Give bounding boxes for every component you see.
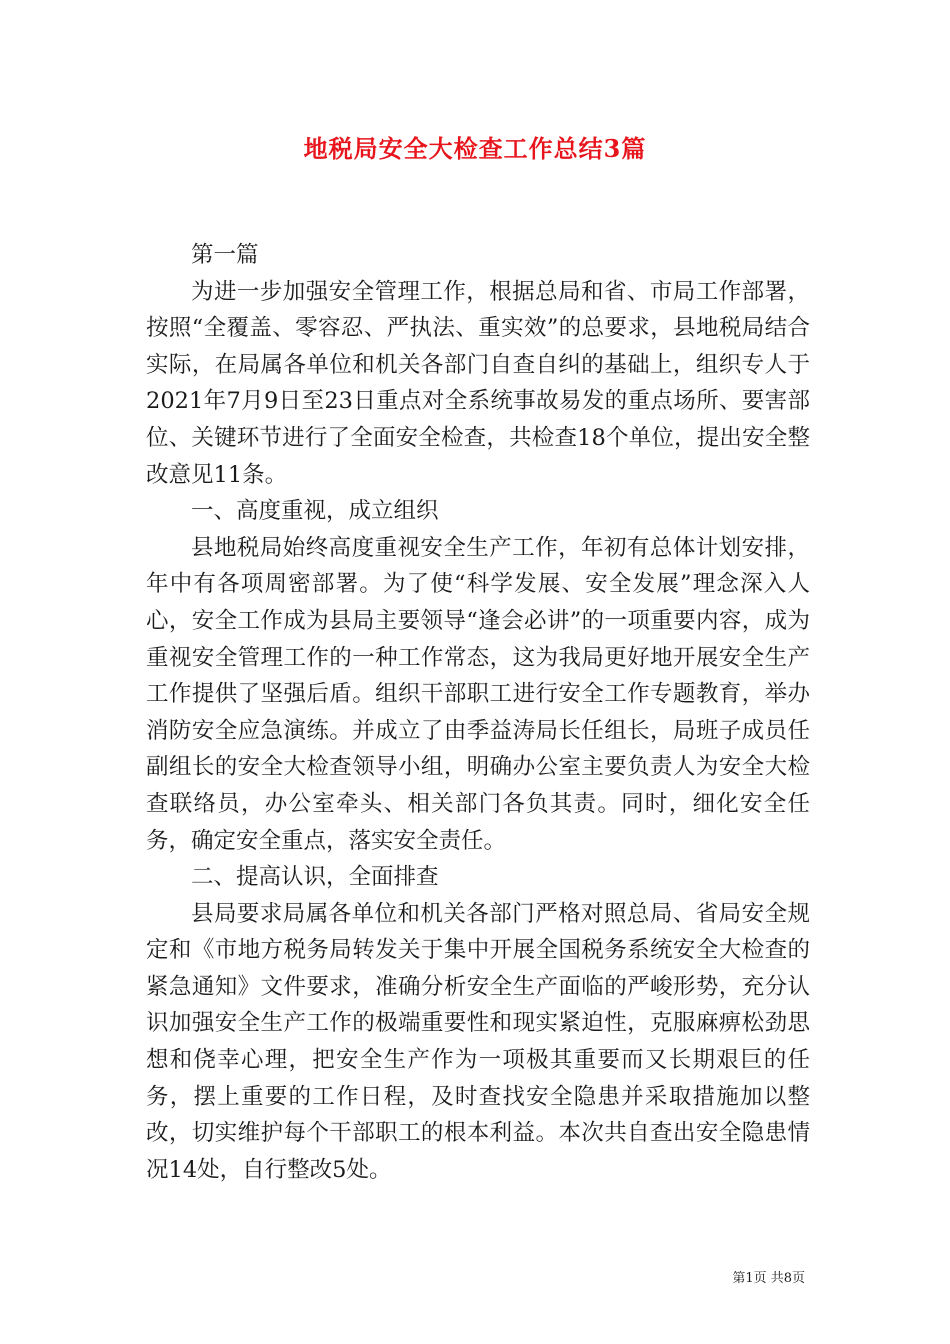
document-title: 地税局安全大检查工作总结3篇 [303, 134, 647, 163]
paragraph-intro: 为进一步加强安全管理工作，根据总局和省、市局工作部署，按照“全覆盖、零容忍、严执法、重实效”的总要求，县地税局结合实际，在局属各单位和机关各部门自查自纠的基础上，组织专人于2021年7月9日至23日重点对全系统事故易发的重点场所、要害部位、关键环节进行了全面安全检查，共检查18个单位，提出安全整改意见11条。 [146, 278, 810, 488]
document-body [146, 237, 810, 1188]
paragraph-2: 县局要求局属各单位和机关各部门严格对照总局、省局安全规定和《市地方税务局转发关于集中开展全国税务系统安全大检查的紧急通知》文件要求，准确分析安全生产面临的严峻形势，充分认识加强安全生产工作的极端重要性和现实紧迫性，克服麻痹松劲思想和侥幸心理，把安全生产作为一项极其重要而又长期艰巨的任务，摆上重要的工作日程，及时查找安全隐患并采取措施加以整改，切实维护每个干部职工的根本利益。本次共自查出安全隐患情况14处，自行整改5处。 [146, 900, 810, 1183]
paragraph-1: 县地税局始终高度重视安全生产工作，年初有总体计划安排，年中有各项周密部署。为了使“科学发展、安全发展”理念深入人心，安全工作成为县局主要领导“逢会必讲”的一项重要内容，成为重视安全管理工作的一种工作常态，这为我局更好地开展安全生产工作提供了坚强后盾。组织干部职工进行安全工作专题教育，举办消防安全应急演练。并成立了由季益涛局长任组长，局班子成员任副组长的安全大检查领导小组，明确办公室主要负责人为安全大检查联络员，办公室牵头、相关部门各负其责。同时，细化安全任务，确定安全重点，落实安全责任。 [146, 534, 810, 854]
page-number: 第1页 共8页 [732, 1271, 805, 1286]
heading-1: 一、高度重视，成立组织 [191, 498, 439, 525]
heading-2: 二、提高认识，全面排查 [191, 864, 439, 891]
section-label: 第一篇 [191, 242, 259, 268]
